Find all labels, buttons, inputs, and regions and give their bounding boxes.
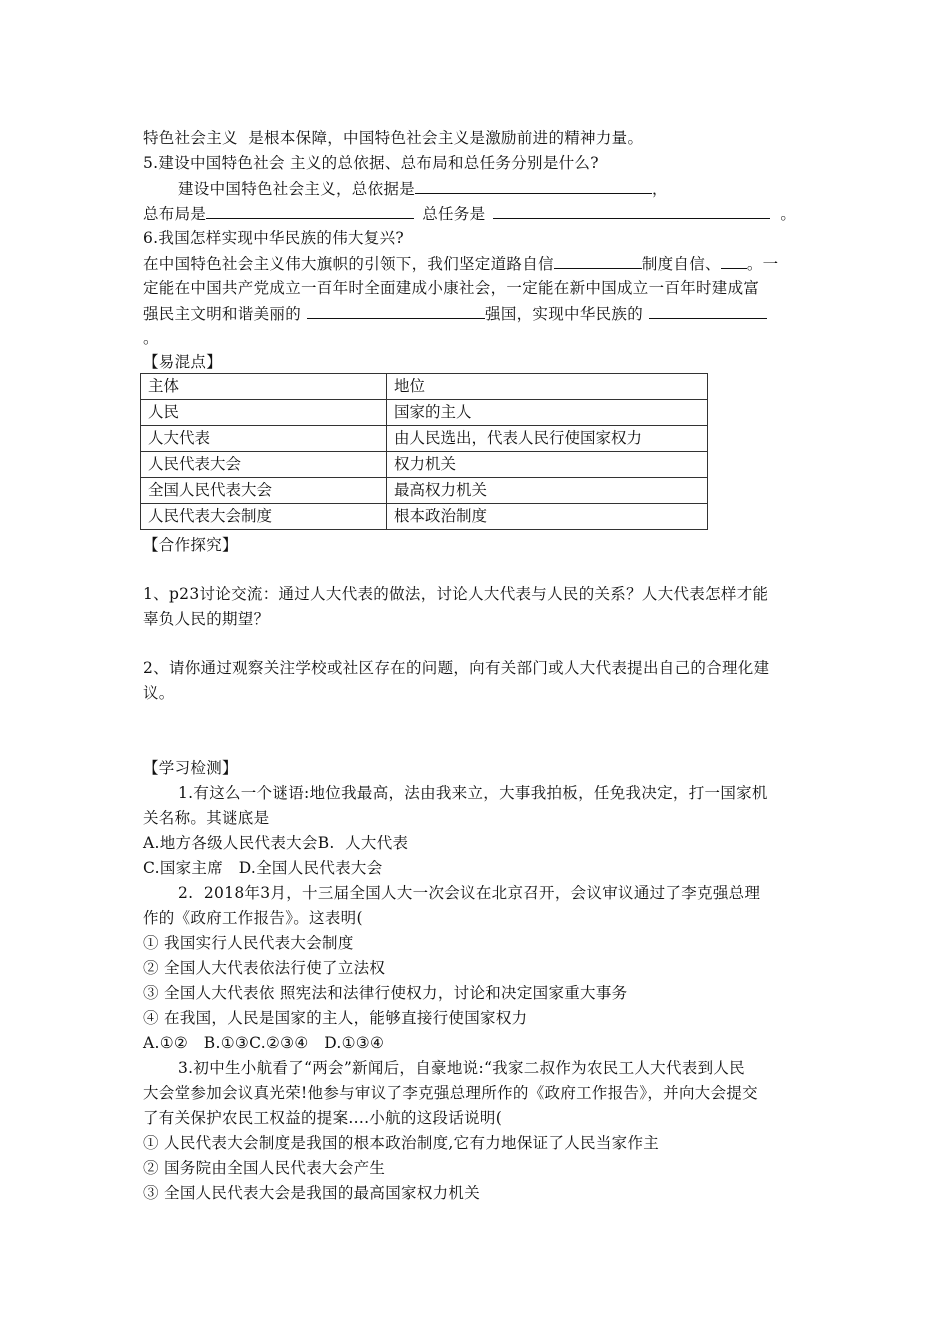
blank-line — [415, 178, 652, 194]
answer-text: 。 — [780, 205, 797, 223]
table-header-row — [141, 374, 708, 400]
answer-line — [143, 303, 767, 324]
question-line: 3.初中生小航看了“两会”新闻后，自豪地说:“我家二叔作为农民工人大代表到人民 — [178, 1059, 745, 1077]
table-header-cell: 主体 — [141, 374, 387, 400]
answer-line — [143, 203, 796, 224]
blank-line — [721, 253, 747, 269]
answer-text: 。一 — [746, 255, 779, 273]
statement-line: ③ 全国人民代表大会是我国的最高国家权力机关 — [143, 1184, 481, 1202]
statement-line: ① 我国实行人民代表大会制度 — [143, 934, 354, 952]
section-heading: 【易混点】 — [143, 353, 223, 371]
answer-text: 强国，实现中华民族的 — [485, 305, 644, 323]
question-line: 大会堂参加会议真光荣!他参与审议了李克强总理所作的《政府工作报告》，并向大会提交 — [143, 1084, 758, 1102]
question-line: 了有关保护农民工权益的提案....小航的这段话说明( — [143, 1109, 503, 1127]
table-row — [141, 426, 708, 452]
question-line: 1、p23讨论交流：通过人大代表的做法，讨论人大代表与人民的关系？人大代表怎样才能 — [143, 585, 769, 603]
answer-text: 总任务是 — [422, 205, 486, 223]
answer-text: 在中国特色社会主义伟大旗帜的引领下，我们坚定道路自信 — [143, 255, 554, 273]
question-line: 辜负人民的期望？ — [143, 610, 270, 628]
statement-line: ④ 在我国，人民是国家的主人，能够直接行使国家权力 — [143, 1009, 528, 1027]
blank-line — [554, 253, 642, 269]
question-line: 议。 — [143, 684, 175, 702]
confusing-points-table — [140, 373, 708, 530]
blank-line — [206, 203, 414, 219]
option-line: A.①② B.①③C.②③④ D.①③④ — [143, 1034, 385, 1052]
answer-line — [178, 178, 668, 199]
table-cell: 由人民选出，代表人民行使国家权力 — [387, 426, 708, 452]
statement-line: ③ 全国人大代表依 照宪法和法律行使权力，讨论和决定国家重大事务 — [143, 984, 628, 1002]
question-line: 2. 2018年3月，十三届全国人大一次会议在北京召开，会议审议通过了李克强总理 — [178, 884, 761, 902]
text-line: 特色社会主义 是根本保障，中国特色社会主义是激励前进的精神力量。 — [143, 129, 644, 147]
table-cell: 根本政治制度 — [387, 504, 708, 530]
table-cell: 人民 — [141, 400, 387, 426]
table-row — [141, 452, 708, 478]
option-line: A.地方各级人民代表大会B. 人大代表 — [143, 834, 409, 852]
answer-text: 制度自信、 — [641, 255, 721, 273]
statement-line: ② 全国人大代表依法行使了立法权 — [143, 959, 386, 977]
question-line: 关名称。其谜底是 — [143, 809, 270, 827]
statement-line: ② 国务院由全国人民代表大会产生 — [143, 1159, 386, 1177]
question-line: 2、请你通过观察关注学校或社区存在的问题，向有关部门或人大代表提出自己的合理化建 — [143, 659, 770, 677]
table-row — [141, 400, 708, 426]
text-line: 定能在中国共产党成立一百年时全面建成小康社会，一定能在新中国成立一百年时建成富 — [143, 279, 760, 297]
table-cell: 国家的主人 — [387, 400, 708, 426]
blank-line — [307, 303, 485, 319]
option-line: C.国家主席 D.全国人民代表大会 — [143, 859, 383, 877]
question-line: 作的《政府工作报告》。这表明( — [143, 909, 363, 927]
answer-line — [143, 253, 778, 274]
section-heading: 【合作探究】 — [143, 536, 238, 554]
section-heading: 【学习检测】 — [143, 759, 238, 777]
table-cell: 人民代表大会制度 — [141, 504, 387, 530]
table-cell: 全国人民代表大会 — [141, 478, 387, 504]
answer-text: 建设中国特色社会主义，总依据是 — [178, 180, 416, 198]
answer-text: 总布局是 — [143, 205, 207, 223]
table-row — [141, 478, 708, 504]
table-row — [141, 504, 708, 530]
text-line: 。 — [143, 329, 159, 347]
question-line: 1.有这么一个谜语:地位我最高，法由我来立，大事我拍板，任免我决定，打一国家机 — [178, 784, 768, 802]
blank-line — [493, 203, 770, 219]
table-cell: 人大代表 — [141, 426, 387, 452]
table-cell: 权力机关 — [387, 452, 708, 478]
question-5: 5.建设中国特色社会 主义的总依据、总布局和总任务分别是什么? — [143, 154, 599, 172]
blank-line — [649, 303, 767, 319]
table-cell: 人民代表大会 — [141, 452, 387, 478]
table-cell: 最高权力机关 — [387, 478, 708, 504]
table-header-cell: 地位 — [387, 374, 708, 400]
question-6: 6.我国怎样实现中华民族的伟大复兴? — [143, 229, 404, 247]
answer-text: 强民主文明和谐美丽的 — [143, 305, 302, 323]
statement-line: ① 人民代表大会制度是我国的根本政治制度,它有力地保证了人民当家作主 — [143, 1134, 660, 1152]
answer-text: ， — [652, 180, 668, 198]
